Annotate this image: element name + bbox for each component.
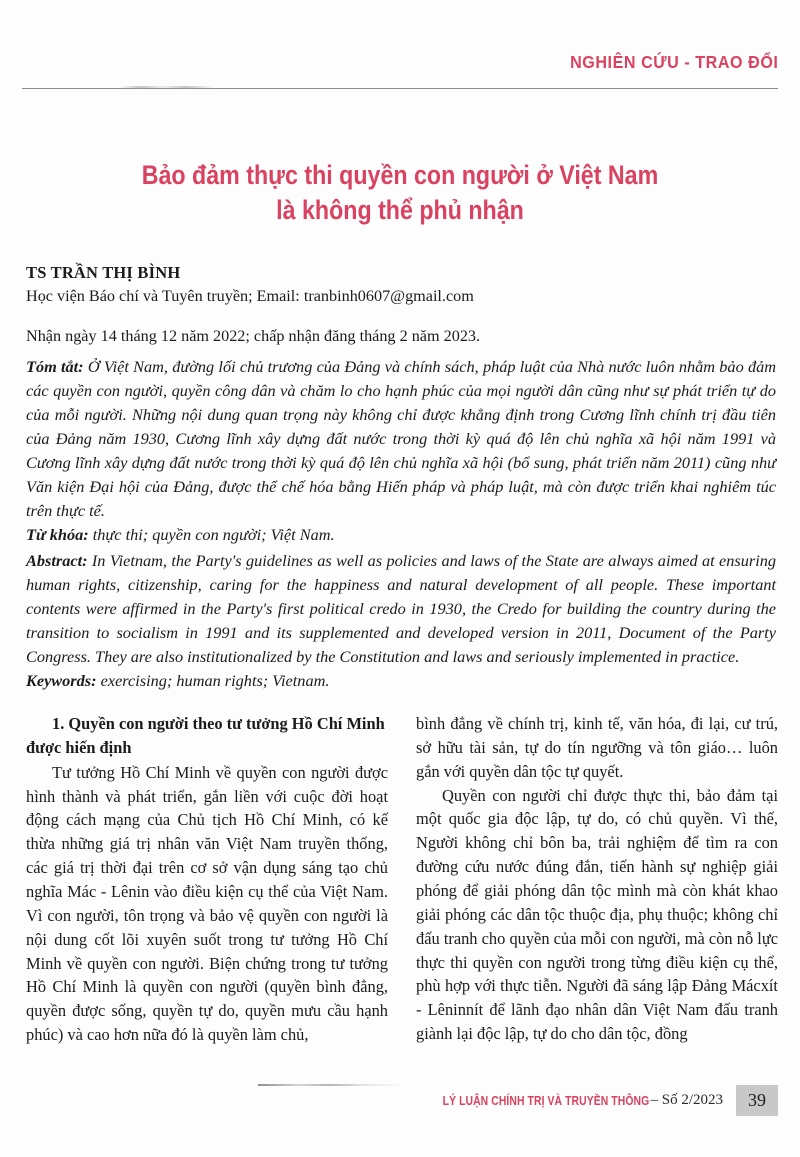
section-heading-1: 1. Quyền con người theo tư tưởng Hồ Chí Minh được hiến định	[26, 714, 385, 757]
keywords-en-label: Keywords:	[26, 670, 97, 690]
keywords-en-text: exercising; human rights; Vietnam.	[96, 670, 330, 690]
page-title-line-2: là không thể phủ nhận	[276, 195, 524, 226]
running-head-label: NGHIÊN CỨU - TRAO ĐỔI	[569, 52, 778, 72]
abstract-vi-text: Ở Việt Nam, đường lối chủ trương của Đảng và chính sách, pháp luật của Nhà nước luôn nhằm bảo đảm các quyền con người, quyền công dân và chăm lo cho hạnh phúc của mọi người dân cũng như sự phát triển tự do của mỗi người. Những nội dung quan trọng này không chỉ được khẳng định trong Cương lĩnh chính trị đầu tiên của Đảng năm 1930, Cương lĩnh xây dựng đất nước trong thời kỳ quá độ lên chủ nghĩa xã hội năm 1991 và Cương lĩnh xây dựng đất nước trong thời kỳ quá độ lên chủ nghĩa xã hội (bổ sung, phát triển năm 2011) cũng như Văn kiện Đại hội của Đảng, được thể chế hóa bằng Hiến pháp và pháp luật, mà còn được triển khai nghiêm túc trên thực tế.	[26, 357, 776, 520]
body-columns	[26, 712, 778, 1060]
page-title-line-1: Bảo đảm thực thi quyền con người ở Việt Nam	[141, 160, 659, 191]
author-block	[26, 262, 776, 348]
abstract-vietnamese	[26, 355, 776, 547]
received-date: Nhận ngày 14 tháng 12 năm 2022; chấp nhận đăng tháng 2 năm 2023.	[26, 327, 481, 346]
abstract-english	[26, 549, 776, 693]
header-divider-artifact	[120, 86, 215, 89]
body-column-right	[416, 712, 778, 1060]
running-head	[22, 52, 778, 82]
body-column-left	[26, 712, 388, 1060]
page-footer	[26, 1086, 778, 1114]
page-title	[40, 158, 760, 228]
page-number: 39	[736, 1085, 778, 1116]
body-paragraph-1-continued: bình đẳng về chính trị, kinh tế, văn hóa, đi lại, cư trú, sở hữu tài sản, tự do tín ngưỡng và tôn giáo… luôn gắn với quyền dân tộc tự quyết.	[416, 714, 778, 781]
keywords-vi-text: thực thi; quyền con người; Việt Nam.	[88, 524, 335, 544]
author-name: TS TRẦN THỊ BÌNH	[26, 263, 181, 282]
issue-label: – Số 2/2023	[650, 1091, 723, 1108]
author-affiliation: Học viện Báo chí và Tuyên truyền; Email: tranbinh0607@gmail.com	[26, 287, 474, 306]
journal-name: LÝ LUẬN CHÍNH TRỊ VÀ TRUYỀN THÔNG	[442, 1092, 650, 1108]
body-paragraph-2: Quyền con người chỉ được thực thi, bảo đảm tại một quốc gia độc lập, tự do, có chủ quyền. Vì thế, Người không chỉ bôn ba, trải nghiệm để tìm ra con đường cứu nước đúng đắn, tiến hành sự nghiệp giải phóng để giải phóng dân tộc mình mà còn khát khao giải phóng các dân tộc thuộc địa, phụ thuộc; không chỉ đấu tranh cho quyền của mỗi con người, mà còn nỗ lực thực thi quyền con người trong từng điều kiện cụ thể, phù hợp với thực tiễn. Người đã sáng lập Đảng Mácxít - Lêninnít để lãnh đạo nhân dân Việt Nam đấu tranh giành lại độc lập, tự do cho dân tộc, đồng	[416, 785, 778, 1044]
abstract-en-label: Abstract:	[26, 551, 88, 570]
body-paragraph-1: Tư tưởng Hồ Chí Minh về quyền con người được hình thành và phát triển, gắn liền với cuộc đời hoạt động cách mạng của Chủ tịch Hồ Chí Minh, có kế thừa những giá trị nhân văn Việt Nam truyền thống, các giá trị thời đại trên cơ sở vận dụng sáng tạo chủ nghĩa Mác - Lênin vào điều kiện cụ thể của Việt Nam. Vì con người, tôn trọng và bảo vệ quyền con người là nội dung cốt lõi xuyên suốt trong tư tưởng Hồ Chí Minh về quyền con người. Biện chứng trong tư tưởng Hồ Chí Minh là quyền con người (quyền bình đẳng, quyền được sống, quyền tự do, quyền mưu cầu hạnh phúc) và cao hơn nữa đó là quyền làm chủ,	[26, 762, 388, 1045]
abstract-vi-label: Tóm tắt:	[26, 357, 84, 376]
abstract-en-text: In Vietnam, the Party's guidelines as well as policies and laws of the State are always aimed at ensuring human rights, citizenship, caring for the happiness and natural development of all people. These important contents were affirmed in the Party's first political credo in 1930, the Credo for building the country during the transition to socialism in 1991 and its supplemented and developed version in 2011, Document of the Party Congress. They are also institutionalized by the Constitution and laws and seriously implemented in practice.	[26, 551, 776, 666]
keywords-vi-label: Từ khóa:	[26, 524, 89, 544]
